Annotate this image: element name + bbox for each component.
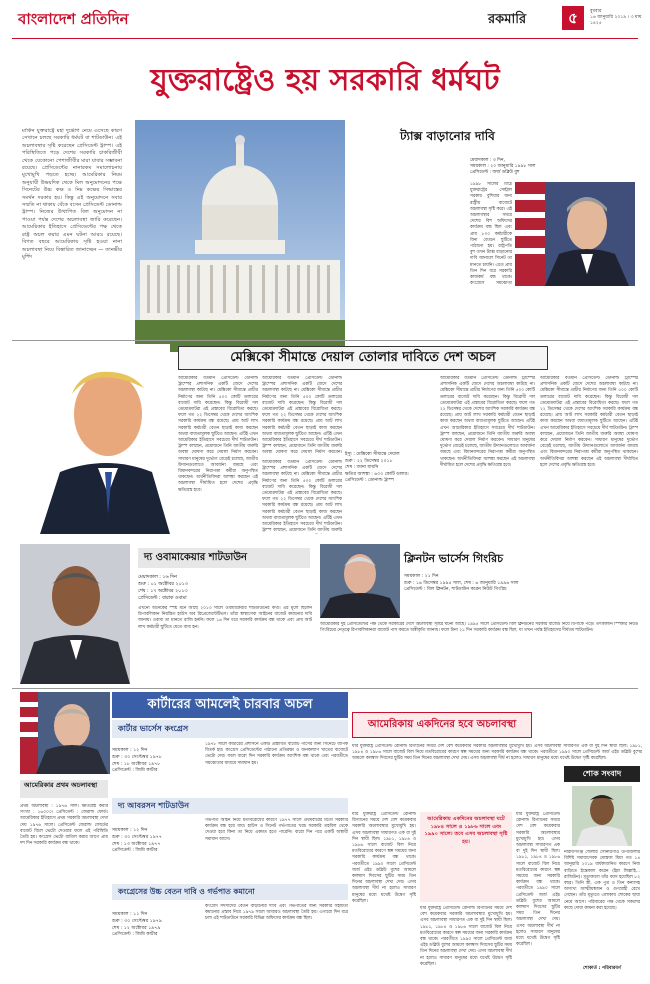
carter-s2-body: গর্ভপাত আইন নিয়ে মতবিরোধের কারণে ১৯৭৭ সালে প্রথমবারের মতো সরকারি কার্যক্রম বন্ধ হয়ে যায়। হাউস ও সিনেট গর্ভপাতের খরচ সরকারি তহবিল থেকে দেওয়া হবে কিনা তা নিয়ে একমত হতে পারেনি। বারো দিন পরে একটি অস্থায়ী সমাধান আসে। — [205, 818, 348, 842]
obituary-body: নারায়ণগঞ্জ জেলার সোনারগাঁও উপজেলার বিশিষ্ট সমাজসেবক মোস্তফা মিয়া গত ১৪ জানুয়ারি ২০১৯ বার্ধক্যজনিত কারণে নিজ বাড়িতে ইন্তেকাল করেন (ইন্না লিল্লাহি... রাজিউন)। মৃত্যুকালে তাঁর বয়স হয়েছিল ৮২ বছর। তিনি স্ত্রী, এক পুত্র ও তিন কন্যাসহ অসংখ্য আত্মীয়স্বজন ও গুণগ্রাহী রেখে গেছেন। তাঁর মৃত্যুতে এলাকায় শোকের ছায়া নেমে আসে। পরিবারের পক্ষ থেকে সকলের কাছে দোয়া কামনা করা হয়েছে। — [564, 850, 640, 911]
carter-s2-title: দ্য আবরসন শাটডাউন — [118, 801, 189, 810]
carter-side-title-box — [20, 780, 108, 798]
mexico-col-2b: আমেরিকার বর্তমান প্রেসিডেন্ট ডোনাল্ড ট্রাম্পের প্রশাসনিক একটি জেদে দেশের অচলাবস্থা কাটছে না। মেক্সিকো সীমান্তে প্রাচীর নির্মাণের জন্য তিনি ৫০০ কোটি ডলারের বাজেট দাবি করেছেন। কিন্তু বিরোধী দল ডেমোক্র্যাটরা এই প্রস্তাবের বিরোধিতা করছে। ফলে গত ২২ ডিসেম্বর থেকে দেশের আংশিক সরকারি কার্যক্রম বন্ধ রয়েছে। প্রায় আট লাখ সরকারি কর্মচারী বেতন ছাড়াই কাজ করছেন অথবা বাধ্যতামূলক ছুটিতে আছেন। এটিই এখন আমেরিকার ইতিহাসে সবচেয়ে দীর্ঘ শাটডাউন। ট্রাম্প বলছেন, প্রয়োজনে তিনি জাতীয় জরুরি — [262, 460, 342, 534]
carter-s2-bar — [112, 798, 348, 814]
main-headline: যুক্তরাষ্ট্রেও হয় সরকারি ধর্মঘট — [150, 63, 500, 98]
obama-info: মেয়াদকাল : ১৬ দিন শুরু : ০১ অক্টোবর ২০১৩ শেষ : ১৭ অক্টোবর ২০১৩ প্রেসিডেন্ট : বারাক ওবামা — [138, 575, 188, 601]
capitol-building-image — [135, 120, 345, 352]
george-bush-portrait — [515, 182, 635, 286]
tax-body: ১৯৯৮ সালের মার্চে যুক্তরাষ্ট্রের সেন্ট্রাল সরকার বুশিয়ার জন্য রাষ্ট্রীয় বাজেটে অচলাবস্থা সৃষ্টি করে। এই অচলাবস্থার সময়ে দেশের বিশ অফিসের কার্যক্রম বন্ধ ছিল এবং প্রায় ৮০০ কর্মচারীকে বিনা বেতনে ছুটিতে পাঠানো হয়। রাষ্ট্রপতি বুশ তখন ট্যাক্স বাড়ানোর দাবি জানালে সিনেট তা মানতে চায়নি। এতে প্রায় তিন দিন ধরে সরকারি কাজকর্ম বন্ধ থাকে। কংগ্রেসে সমঝোতা — [470, 182, 512, 286]
carter-side-title: আমেরিকার প্রথম অচলাবস্থা — [24, 781, 98, 789]
mexico-title-box — [178, 346, 548, 370]
carter-side-body: প্রথম অচলাবস্থা : ১৯৭৬ সাল। ক্ষতিগ্রস্ত কর্মীর সংখ্যা : ১৬০০০। প্রেসিডেন্ট : জেরাল্ড ফোর্ড। আমেরিকার ইতিহাসে প্রথম সরকারি অচলাবস্থা দেখা দেয় ১৯৭৬ সালে। প্রেসিডেন্ট জেরাল্ড ফোর্ডের বাজেট বিলে ভেটো দেওয়ার ফলে এই পরিস্থিতি তৈরি হয়। কংগ্রেস ভেটো বাতিল করার আগে প্রায় দশ দিন সরকারি কার্যক্রম বন্ধ থাকে। — [20, 804, 108, 847]
obama-body: এখনো অনেকের স্পষ্ট মনে আছে ২০১৩ সালে ওবামাকেয়ার শাটডাউনের কথা। এর মূলে ছিলেন রিপাবলিকান নিয়ন্ত্রিত হাউস অব রিপ্রেজেন্টেটিভস। তাঁরা স্বাস্থ্যসেবা আইনের বাজেট কমানোর দাবি জানায়। ওবামা তা মানতে রাজি হননি। ফলে ১৬ দিন ধরে সরকারি কার্যক্রম বন্ধ থাকে এবং প্রায় আট লাখ কর্মচারী ছুটিতে যেতে বাধ্য হন। — [138, 606, 312, 630]
obituary-title-bar — [564, 766, 640, 782]
obama-title: দ্য ওবামাকেয়ার শাটডাউন — [144, 552, 247, 563]
clinton-body: আমেরিকার দুই প্রেসিডেন্টের পক্ষ থেকে সরকারের দেশে অচলাবস্থা সৃষ্টির ঘটনা আছে। ১৯৯৫ সালে প্রেসিডেন্ট বিল ক্লিনটনের সরকার বাজেট নিয়ে বিপাকে পড়ে। তৎকালীন স্পিকার নিউট গিংরিচের নেতৃত্বে রিপাবলিকানরা বাজেট পাস করতে অস্বীকৃতি জানায়। ফলে টানা ২১ দিন সরকারি কার্যক্রম বন্ধ ছিল, যা তখন পর্যন্ত ইতিহাসের দীর্ঘতম শাটডাউন। — [320, 622, 638, 634]
tax-info: মেয়াদকাল : ৩ দিন, সময়কাল : ২০ জানুয়ারি ১৯৯৮ সাল প্রেসিডেন্ট : জর্জ ডব্লিউ বুশ — [470, 158, 536, 176]
one-day-col-left: যার যুক্তরাষ্ট্র প্রেসিডেন্ট রোনাল্ড রিগ্যানের সময়ে দেশ বেশ কয়েকবার সরকারি অচলাবস্থার মুখোমুখি হয়। এসব অচলাবস্থা সাধারণত এক বা দুই দিন স্থায়ী ছিল। ১৯৮১, ১৯৮৪ ও ১৯৮৬ সালে বাজেট বিল নিয়ে মতবিরোধের কারণে স্বল্প সময়ের জন্য সরকারি কার্যক্রম বন্ধ থাকে। পরবর্তীতে ১৯৯০ সালে প্রেসিডেন্ট জর্জ এইচ ডব্লিউ বুশের আমলে কলম্বাস দিবসের ছুটির সময় তিন দিনের অচলাবস্থা দেখা দেয়। এসব অচলাবস্থা দীর্ঘ না হলেও সাধারণ মানুষের মধ্যে যথেষ্ট উদ্বেগ সৃষ্টি করেছিল। — [352, 812, 416, 904]
mexico-col-1: আমেরিকার বর্তমান প্রেসিডেন্ট ডোনাল্ড ট্রাম্পের প্রশাসনিক একটি জেদে দেশের অচলাবস্থা কাটছে না। মেক্সিকো সীমান্তে প্রাচীর নির্মাণের জন্য তিনি ৫০০ কোটি ডলারের বাজেট দাবি করেছেন। কিন্তু বিরোধী দল ডেমোক্র্যাটরা এই প্রস্তাবের বিরোধিতা করছে। ফলে গত ২২ ডিসেম্বর থেকে দেশের আংশিক সরকারি কার্যক্রম বন্ধ রয়েছে। প্রায় আট লাখ সরকারি কর্মচারী বেতন ছাড়াই কাজ করছেন অথবা বাধ্যতামূলক ছুটিতে আছেন। এটিই এখন আমেরিকার ইতিহাসে সবচেয়ে দীর্ঘ শাটডাউন। ট্রাম্প বলছেন, প্রয়োজনে তিনি জাতীয় জরুরি অবস্থা ঘোষণা করে দেয়াল নির্মাণ করবেন। সাধারণ মানুষের দুর্ভোগ বেড়েই চলেছে, জাতীয় উদ্যানগুলোতে আবর্জনা জমছে এবং বিমানবন্দরের নিরাপত্তা কর্মীরা অনুপস্থিত থাকছেন। অর্থনীতিবিদরা আশঙ্কা করছেন এই অচলাবস্থা দীর্ঘায়িত হলে দেশের প্রবৃদ্ধি ক্ষতিগ্রস্ত হবে। — [178, 376, 258, 493]
obama-title-box — [138, 548, 310, 568]
carter-s1-info: সময়কাল : ১২ দিন শুরু : ৩০ সেপ্টেম্বর ১৯৭৮ শেষ : ১৮ অক্টোবর ১৯৭৮ প্রেসিডেন্ট : জিমি কার্টার — [112, 748, 162, 774]
mexico-info: ইস্যু : মেক্সিকো সীমান্তে দেয়াল শুরু : ২২ ডিসেম্বর ২০১৮ শেষ : জানা যায়নি ক্ষতির আশঙ্কা : ৬০০ কোটি ডলার। প্রেসিডেন্ট : ডোনাল্ড ট্রাম্প — [345, 452, 409, 483]
divider-2 — [12, 688, 638, 689]
carter-s2-info: সময়কাল : ১২ দিন শুরু : ৩০ সেপ্টেম্বর ১৯৭৭ শেষ : ১৩ অক্টোবর ১৯৭৭ প্রেসিডেন্ট : জিমি কার্টার — [112, 828, 162, 854]
bill-clinton-portrait — [320, 544, 400, 618]
carter-s3-title: কংগ্রেসের উচ্চ বেতন দাবি ও গর্ভপাত কমানো — [118, 887, 255, 896]
obituary-photo — [572, 786, 632, 846]
barack-obama-portrait — [20, 544, 130, 684]
obituary-signoff: শোকার্ত : পরিবারবর্গ — [583, 966, 621, 971]
one-day-title: আমেরিকায় একদিনের হবে অচলাবস্থা — [367, 719, 517, 730]
obituary-title: শোক সংবাদ — [582, 769, 622, 778]
tax-title: ট্যাক্স বাড়ানোর দাবি — [400, 129, 495, 143]
date-line: বুধবার ১৬ জানুয়ারি ২০১৯ । ৩ মাঘ ১৪২৫ — [590, 9, 642, 26]
carter-s1-body: ১৯৭৮ সালে কার্টারের প্রশাসনে একটি প্রস্তাবিত বাজেট পাসের জন্য সিনেটে ব্যাপক বিতর্ক হয়। কংগ্রেস প্রেসিডেন্টের পাঠানো প্রতিরক্ষা ও জনকল্যাণ খাতের বাজেটে ভেটো দেয়। ফলে বারো দিন সরকারি কার্যক্রম আংশিক বন্ধ থাকে এবং পরবর্তীতে সমঝোতার মাধ্যমে সমাধান হয়। — [205, 742, 348, 766]
newspaper-logo: বাংলাদেশ প্রতিদিন — [18, 10, 129, 28]
mexico-col-2: আমেরিকার বর্তমান প্রেসিডেন্ট ডোনাল্ড ট্রাম্পের প্রশাসনিক একটি জেদে দেশের অচলাবস্থা কাটছে না। মেক্সিকো সীমান্তে প্রাচীর নির্মাণের জন্য তিনি ৫০০ কোটি ডলারের বাজেট দাবি করেছেন। কিন্তু বিরোধী দল ডেমোক্র্যাটরা এই প্রস্তাবের বিরোধিতা করছে। ফলে গত ২২ ডিসেম্বর থেকে দেশের আংশিক সরকারি কার্যক্রম বন্ধ রয়েছে। প্রায় আট লাখ সরকারি কর্মচারী বেতন ছাড়াই কাজ করছেন অথবা বাধ্যতামূলক ছুটিতে আছেন। এটিই এখন আমেরিকার ইতিহাসে সবচেয়ে দীর্ঘ শাটডাউন। ট্রাম্প বলছেন, প্রয়োজনে তিনি জাতীয় জরুরি অবস্থা ঘোষণা করে দেয়াল নির্মাণ করবেন। — [262, 376, 342, 456]
mexico-col-4: আমেরিকার বর্তমান প্রেসিডেন্ট ডোনাল্ড ট্রাম্পের প্রশাসনিক একটি জেদে দেশের অচলাবস্থা কাটছে না। মেক্সিকো সীমান্তে প্রাচীর নির্মাণের জন্য তিনি ৫০০ কোটি ডলারের বাজেট দাবি করেছেন। কিন্তু বিরোধী দল ডেমোক্র্যাটরা এই প্রস্তাবের বিরোধিতা করছে। ফলে গত ২২ ডিসেম্বর থেকে দেশের আংশিক সরকারি কার্যক্রম বন্ধ রয়েছে। প্রায় আট লাখ সরকারি কর্মচারী বেতন ছাড়াই কাজ করছেন অথবা বাধ্যতামূলক ছুটিতে আছেন। এটিই এখন আমেরিকার ইতিহাসে সবচেয়ে দীর্ঘ শাটডাউন। ট্রাম্প বলছেন, প্রয়োজনে তিনি জাতীয় জরুরি অবস্থা ঘোষণা করে দেয়াল নির্মাণ করবেন। সাধারণ মানুষের দুর্ভোগ বেড়েই চলেছে, জাতীয় উদ্যানগুলোতে আবর্জনা জমছে এবং বিমানবন্দরের নিরাপত্তা কর্মীরা অনুপস্থিত থাকছেন। অর্থনীতিবিদরা আশঙ্কা করছেন এই অচলাবস্থা দীর্ঘায়িত হলে দেশের প্রবৃদ্ধি ক্ষতিগ্রস্ত হবে। — [540, 376, 638, 468]
carter-s1-title: কার্টার ভার্সেস কংগ্রেস — [118, 724, 189, 733]
divider-1 — [12, 340, 638, 341]
one-day-title-box — [352, 712, 532, 738]
clinton-info: সময়কাল : ২১ দিন শুরু : ১৬ ডিসেম্বর ১৯৯৫ সাল, শেষ : ৬ জানুয়ারি ১৯৯৬ সাল প্রেসিডেন্ট : বিল ক্লিনটন, শাটডাউন করেন নিউট গিংরিচ — [404, 574, 519, 592]
one-day-col-right: যার যুক্তরাষ্ট্র প্রেসিডেন্ট রোনাল্ড রিগ্যানের সময়ে দেশ বেশ কয়েকবার সরকারি অচলাবস্থার মুখোমুখি হয়। এসব অচলাবস্থা সাধারণত এক বা দুই দিন স্থায়ী ছিল। ১৯৮১, ১৯৮৪ ও ১৯৮৬ সালে বাজেট বিল নিয়ে মতবিরোধের কারণে স্বল্প সময়ের জন্য সরকারি কার্যক্রম বন্ধ থাকে। পরবর্তীতে ১৯৯০ সালে প্রেসিডেন্ট জর্জ এইচ ডব্লিউ বুশের আমলে কলম্বাস দিবসের ছুটির সময় তিন দিনের অচলাবস্থা দেখা দেয়। এসব অচলাবস্থা দীর্ঘ না হলেও সাধারণ মানুষের মধ্যে যথেষ্ট উদ্বেগ সৃষ্টি করেছিল। — [516, 812, 560, 948]
carter-s3-info: সময়কাল : ১১ দিন শুরু : ৩০ সেপ্টেম্বর ১৯৭৯ শেষ : ১২ অক্টোবর ১৯৭৯ প্রেসিডেন্ট : জিমি কার্টার — [112, 912, 162, 938]
trump-photo — [40, 344, 170, 534]
carter-s1-bar — [112, 720, 348, 738]
capitol-photo — [135, 120, 345, 352]
clinton-title: ক্লিনটন ভার্সেস গিংরিচ — [404, 552, 504, 565]
jimmy-carter-portrait — [20, 692, 110, 774]
deceased-portrait — [572, 786, 632, 846]
carter-s3-bar — [112, 884, 348, 900]
carter-s3-body: কংগ্রেস সদস্যদের বেতন বাড়ানোর দাবি এবং গর্ভপাতের জন্য সরকারি সহায়তা কমানোর প্রস্তাব নিয়ে ১৯৭৯ সালে আবারও অচলাবস্থা তৈরি হয়। এগারো দিন ধরে চলা এই শাটডাউনে সরকারি বিভিন্ন অফিসের কার্যক্রম বন্ধ ছিল। — [205, 904, 348, 922]
one-day-col-mid: যার যুক্তরাষ্ট্র প্রেসিডেন্ট রোনাল্ড রিগ্যানের সময়ে দেশ বেশ কয়েকবার সরকারি অচলাবস্থার মুখোমুখি হয়। এসব অচলাবস্থা সাধারণত এক বা দুই দিন স্থায়ী ছিল। ১৯৮১, ১৯৮৪ ও ১৯৮৬ সালে বাজেট বিল নিয়ে মতবিরোধের কারণে স্বল্প সময়ের জন্য সরকারি কার্যক্রম বন্ধ থাকে। পরবর্তীতে ১৯৯০ সালে প্রেসিডেন্ট জর্জ এইচ ডব্লিউ বুশের আমলে কলম্বাস দিবসের ছুটির সময় তিন দিনের অচলাবস্থা দেখা দেয়। এসব অচলাবস্থা দীর্ঘ না হলেও সাধারণ মানুষের মধ্যে যথেষ্ট উদ্বেগ সৃষ্টি করেছিল। — [420, 906, 512, 966]
mexico-col-3: আমেরিকার বর্তমান প্রেসিডেন্ট ডোনাল্ড ট্রাম্পের প্রশাসনিক একটি জেদে দেশের অচলাবস্থা কাটছে না। মেক্সিকো সীমান্তে প্রাচীর নির্মাণের জন্য তিনি ৫০০ কোটি ডলারের বাজেট দাবি করেছেন। কিন্তু বিরোধী দল ডেমোক্র্যাটরা এই প্রস্তাবের বিরোধিতা করছে। ফলে গত ২২ ডিসেম্বর থেকে দেশের আংশিক সরকারি কার্যক্রম বন্ধ রয়েছে। প্রায় আট লাখ সরকারি কর্মচারী বেতন ছাড়াই কাজ করছেন অথবা বাধ্যতামূলক ছুটিতে আছেন। এটিই এখন আমেরিকার ইতিহাসে সবচেয়ে দীর্ঘ শাটডাউন। ট্রাম্প বলছেন, প্রয়োজনে তিনি জাতীয় জরুরি অবস্থা ঘোষণা করে দেয়াল নির্মাণ করবেন। সাধারণ মানুষের দুর্ভোগ বেড়েই চলেছে, জাতীয় উদ্যানগুলোতে আবর্জনা জমছে এবং বিমানবন্দরের নিরাপত্তা কর্মীরা অনুপস্থিত থাকছেন। অর্থনীতিবিদরা আশঙ্কা করছেন এই অচলাবস্থা দীর্ঘায়িত হলে দেশের প্রবৃদ্ধি ক্ষতিগ্রস্ত হবে। — [440, 376, 535, 468]
carter-title: কার্টারের আমলেই চারবার অচল — [112, 692, 348, 718]
section-name: রকমারি — [488, 12, 527, 27]
one-day-callout — [420, 812, 512, 902]
mexico-title: মেক্সিকো সীমান্তে দেয়াল তোলার দাবিতে দেশ অচল — [230, 350, 496, 365]
header-rule — [12, 38, 638, 39]
obama-photo — [20, 544, 130, 684]
clinton-photo — [320, 544, 400, 618]
one-day-callout-text: আমেরিকায় একদিনের অচলাবস্থা ঘটে ১৯৮৪ সালে ও ১৯৮৬ সালে এবং ১৯৯০ সালে। তবে এসব অচলাবস্থা সৃষ্টি হয়। — [424, 816, 508, 845]
donald-trump-portrait — [40, 344, 170, 534]
tax-body-continued — [470, 290, 638, 332]
intro-text: মার্কিন যুক্তরাষ্ট্রে মহা দুর্ভোগ নেমে এসেছে কারণ সেখানে চলছে সরকারি ধর্মঘট বা শাটডাউন। এই অচলাবস্থার সৃষ্টি করেছেন প্রেসিডেন্ট ট্রাম্প। এই পরিস্থিতিতে পড়ে দেশের সরকারি চাকরিজীবী থেকে যেকোনো পেশাজীবীর মারা যাবার সম্ভাবনা রয়েছে। প্রেসিডেন্টের নানারকম সমালোচনায় মুখোমুখি পড়তে হচ্ছে। আমেরিকার নিয়ম অনুযায়ী উভয়দিক থেকে মিল অনুমোদনের পক্ষে সিনেটের উচ্চ কক্ষ ও নিম্ন কক্ষের সিদ্ধান্তের সমর্থন দরকার হয়। কিন্তু এই অনুমোদনে সবার সম্মতি না থাকায় বেঁকে বসেন প্রেসিডেন্ট ডোনাল্ড ট্রাম্প। নিজের উত্থাপিত বিল অনুমোদন না পাওয়া পর্যন্ত দেশের অচলাবস্থা জারি করেছেন। আমেরিকার ইতিহাসে প্রেসিডেন্টের পক্ষ থেকে রাষ্ট্র অচল করার এমন ঘটনা আরও রয়েছে। বিগত বছরে আমেরিকায় সৃষ্টি হওয়া নানা অচলাবস্থা নিয়ে বিস্তারিত জানাচ্ছেন — তানভীর মুর্শিদ — [22, 128, 122, 260]
page-number: ৫ — [562, 6, 584, 30]
carter-photo — [20, 692, 110, 774]
bush-photo — [515, 182, 635, 286]
one-day-body-top: যার যুক্তরাষ্ট্র প্রেসিডেন্ট রোনাল্ড রিগ্যানের সময়ে দেশ বেশ কয়েকবার সরকারি অচলাবস্থার মুখোমুখি হয়। এসব অচলাবস্থা সাধারণত এক বা দুই দিন স্থায়ী ছিল। ১৯৮১, ১৯৮৪ ও ১৯৮৬ সালে বাজেট বিল নিয়ে মতবিরোধের কারণে স্বল্প সময়ের জন্য সরকারি কার্যক্রম বন্ধ থাকে। পরবর্তীতে ১৯৯০ সালে প্রেসিডেন্ট জর্জ এইচ ডব্লিউ বুশের আমলে কলম্বাস দিবসের ছুটির সময় তিন দিনের অচলাবস্থা দেখা দেয়। এসব অচলাবস্থা দীর্ঘ না হলেও সাধারণ মানুষের মধ্যে যথেষ্ট উদ্বেগ সৃষ্টি করেছিল। — [352, 744, 642, 762]
